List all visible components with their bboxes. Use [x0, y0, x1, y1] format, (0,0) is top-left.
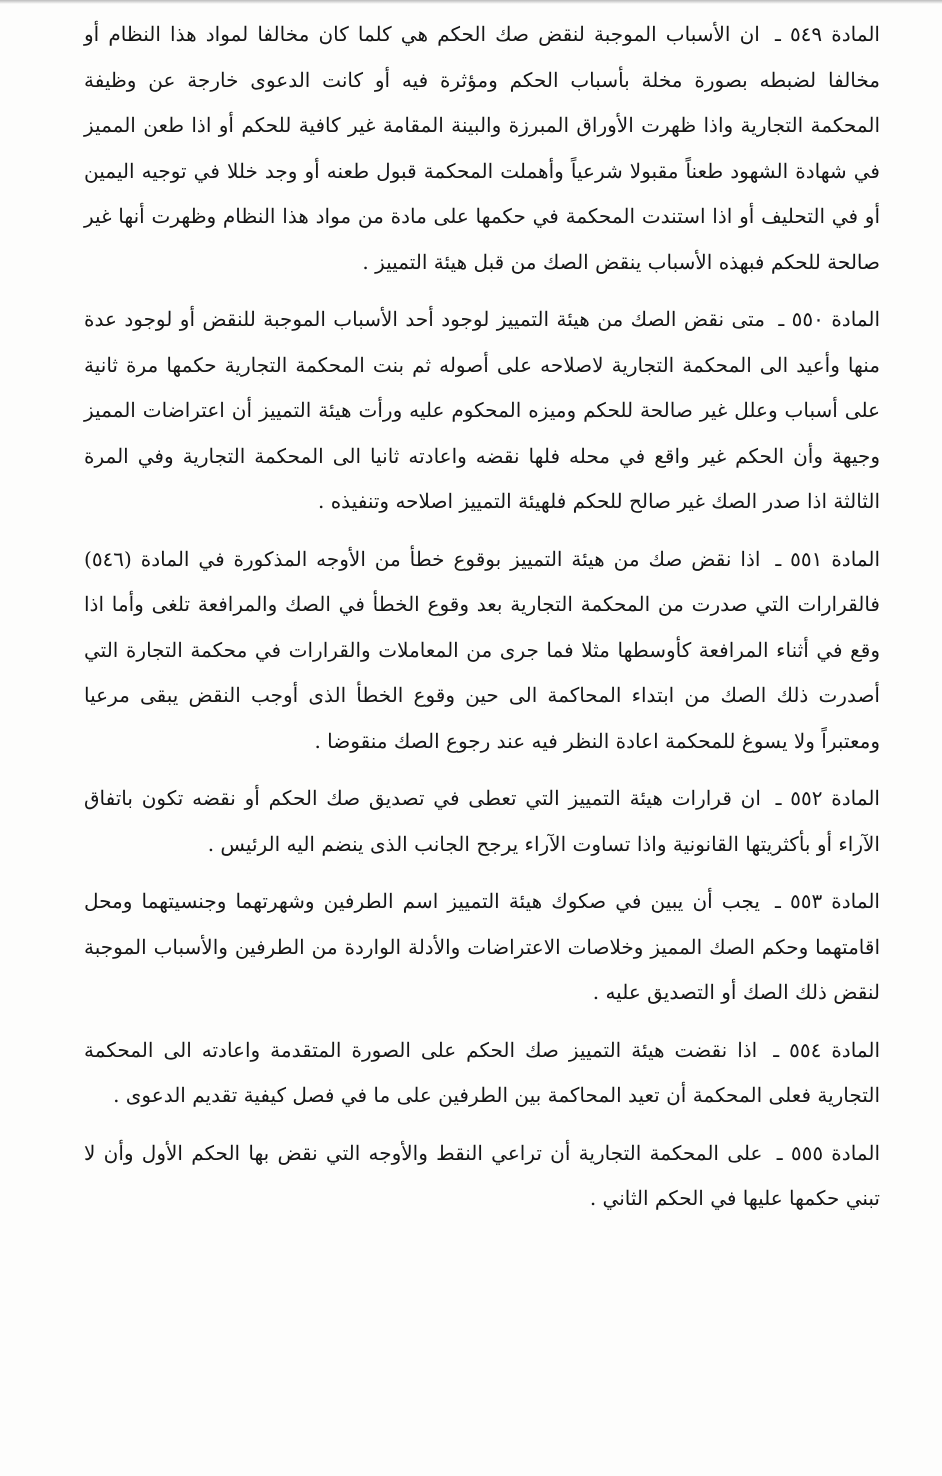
article-text: اذا نقض صك من هيئة التمييز بوقوع خطأ من الأوجه المذكورة في المادة (٥٤٦) فالقرارات التي صدرت من المحكمة التجارية بعد وقوع الخطأ في الصك والمرافعة تلغى وأما اذا وقع في أثناء المرافعة كأوسطها مثلا فما جرى من المعاملات والقرارات في محكمة التجارة التي أصدرت ذلك الصك من ابتداء المحاكمة الى حين وقوع الخطأ الذى أوجب النقض يبقى مرعيا ومعتبراً ولا يسوغ للمحكمة اعادة النظر فيه عند رجوع الصك منقوضا .	[84, 546, 880, 753]
article-text: ان الأسباب الموجبة لنقض صك الحكم هي كلما كان مخالفا لمواد هذا النظام أو مخالفا لضبطه بصورة مخلة بأسباب الحكم ومؤثرة فيه أو كانت الدعوى خارجة عن وظيفة المحكمة التجارية واذا ظهرت الأوراق المبرزة والبينة المقامة غير كافية للحكم أو اذا طعن المميز في شهادة الشهود طعناً مقبولا شرعياً وأهملت المحكمة قبول طعنه أو وجد خللا في توجيه اليمين أو في التحليف أو اذا استندت المحكمة في حكمها على مادة من مواد هذا النظام وظهرت أنها غير صالحة للحكم فبهذه الأسباب ينقض الصك من قبل هيئة التمييز .	[84, 22, 880, 274]
article-text: على المحكمة التجارية أن تراعي النقط والأوجه التي نقض بها الحكم الأول وأن لا تبني حكمها عليها في الحكم الثاني .	[84, 1140, 880, 1210]
article-label: المادة ٥٥٤ ـ	[773, 1037, 881, 1062]
article-label: المادة ٥٥٢ ـ	[775, 786, 880, 810]
document-body	[84, 12, 880, 1234]
scan-top-edge	[0, 0, 942, 4]
article-552	[84, 776, 880, 867]
article-text: متى نقض الصك من هيئة التمييز لوجود أحد الأسباب الموجبة للنقض أو لوجود عدة منها وأعيد الى المحكمة التجارية لاصلاحه على أصوله ثم بنت المحكمة التجارية حكمها مرة ثانية على أسباب وعلل غير صالحة للحكم وميزه المحكوم عليه ورأت هيئة التمييز أن اعتراضات المميز وجيهة وأن الحكم غير واقع في محله فلها نقضه واعادته ثانيا الى المحكمة التجارية وفي المرة الثالثة اذا صدر الصك غير صالح للحكم فلهيئة التمييز اصلاحه وتنفيذه .	[84, 307, 880, 513]
article-553	[84, 879, 880, 1016]
article-551	[84, 537, 880, 765]
article-555	[84, 1131, 880, 1222]
article-label: المادة ٥٥١ ـ	[775, 546, 881, 571]
article-label: المادة ٥٥٠ ـ	[778, 307, 881, 331]
article-label: المادة ٥٤٩ ـ	[774, 22, 880, 46]
article-550	[84, 297, 880, 525]
article-text: ان قرارات هيئة التمييز التي تعطى في تصديق صك الحكم أو نقضه تكون باتفاق الآراء أو بأكثريتها القانونية واذا تساوت الآراء يرجح الجانب الذى ينضم اليه الرئيس .	[84, 786, 880, 856]
article-text: يجب أن يبين في صكوك هيئة التمييز اسم الطرفين وشهرتهما وجنسيتهما ومحل اقامتهما وحكم الصك المميز وخلاصات الاعتراضات والأدلة الواردة من الطرفين والأسباب الموجبة لنقض ذلك الصك أو التصديق عليه .	[84, 889, 880, 1004]
article-549	[84, 12, 880, 285]
article-554	[84, 1028, 880, 1119]
article-text: اذا نقضت هيئة التمييز صك الحكم على الصورة المتقدمة واعادته الى المحكمة التجارية فعلى المحكمة أن تعيد المحاكمة بين الطرفين على ما في فصل كيفية تقديم الدعوى .	[84, 1037, 880, 1107]
article-label: المادة ٥٥٣ ـ	[775, 889, 880, 913]
article-label: المادة ٥٥٥ ـ	[776, 1140, 880, 1165]
